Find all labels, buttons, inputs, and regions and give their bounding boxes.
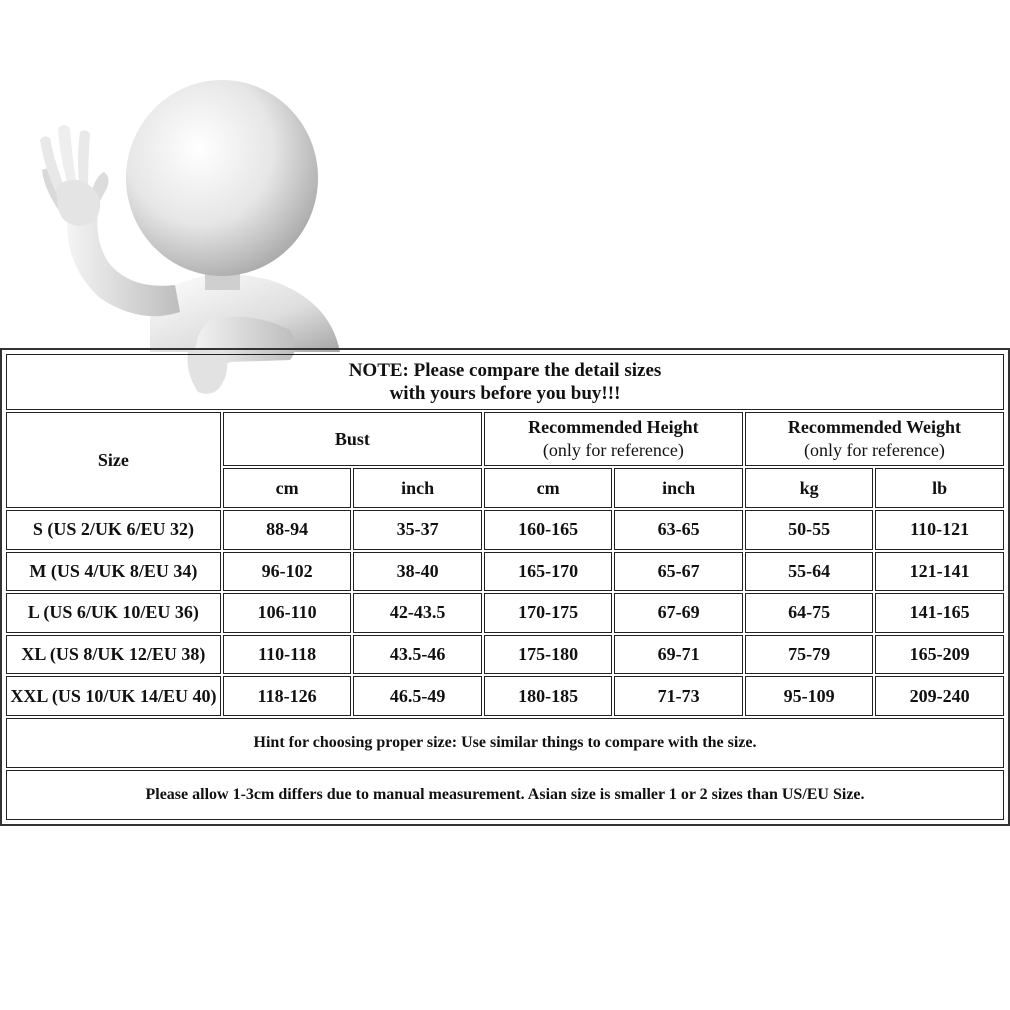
bust-cm-value: 118-126 (223, 676, 352, 716)
unit-height-inch: inch (614, 468, 743, 508)
header-bust: Bust (223, 412, 482, 466)
weight-kg-value: 75-79 (745, 635, 874, 675)
waving-figure-illustration (0, 0, 420, 400)
height-inch-value: 63-65 (614, 510, 743, 550)
size-label: XXL (US 10/UK 14/EU 40) (6, 676, 221, 716)
note-line-2: with yours before you buy!!! (389, 383, 621, 405)
height-cm-value: 180-185 (484, 676, 613, 716)
weight-kg-value: 50-55 (745, 510, 874, 550)
weight-lb-value: 165-209 (875, 635, 1004, 675)
measurement-disclaimer: Please allow 1-3cm differs due to manual measurement. Asian size is smaller 1 or 2 sizes than US/EU Size. (6, 770, 1004, 820)
figure-head (126, 80, 318, 276)
header-height (484, 412, 743, 466)
size-label: XL (US 8/UK 12/EU 38) (6, 635, 221, 675)
bust-cm-value: 96-102 (223, 552, 352, 592)
bust-inch-value: 42-43.5 (353, 593, 482, 633)
unit-bust-cm: cm (223, 468, 352, 508)
unit-weight-kg: kg (745, 468, 874, 508)
height-cm-value: 170-175 (484, 593, 613, 633)
weight-lb-value: 110-121 (875, 510, 1004, 550)
bust-inch-value: 38-40 (353, 552, 482, 592)
bust-inch-value: 43.5-46 (353, 635, 482, 675)
height-cm-value: 160-165 (484, 510, 613, 550)
size-label: L (US 6/UK 10/EU 36) (6, 593, 221, 633)
header-height-title: Recommended Height (528, 417, 699, 438)
unit-bust-inch: inch (353, 468, 482, 508)
height-inch-value: 71-73 (614, 676, 743, 716)
unit-weight-lb: lb (875, 468, 1004, 508)
table-row (6, 552, 1004, 592)
bust-inch-value: 46.5-49 (353, 676, 482, 716)
weight-kg-value: 95-109 (745, 676, 874, 716)
note-cell (6, 354, 1004, 410)
size-hint: Hint for choosing proper size: Use similar things to compare with the size. (6, 718, 1004, 768)
weight-kg-value: 64-75 (745, 593, 874, 633)
size-chart-table (0, 348, 1010, 826)
weight-lb-value: 209-240 (875, 676, 1004, 716)
bust-inch-value: 35-37 (353, 510, 482, 550)
header-weight (745, 412, 1004, 466)
weight-lb-value: 121-141 (875, 552, 1004, 592)
weight-lb-value: 141-165 (875, 593, 1004, 633)
table-row (6, 635, 1004, 675)
height-inch-value: 65-67 (614, 552, 743, 592)
header-size: Size (6, 412, 221, 508)
figure-waving-hand (40, 125, 109, 226)
header-weight-title: Recommended Weight (787, 417, 961, 438)
bust-cm-value: 110-118 (223, 635, 352, 675)
weight-kg-value: 55-64 (745, 552, 874, 592)
table-row (6, 676, 1004, 716)
table-row (6, 593, 1004, 633)
table-row (6, 510, 1004, 550)
height-cm-value: 165-170 (484, 552, 613, 592)
height-inch-value: 69-71 (614, 635, 743, 675)
note-line-1: NOTE: Please compare the detail sizes (348, 360, 662, 382)
header-weight-note: (only for reference) (803, 440, 945, 461)
height-inch-value: 67-69 (614, 593, 743, 633)
header-height-note: (only for reference) (542, 440, 684, 461)
unit-height-cm: cm (484, 468, 613, 508)
bust-cm-value: 88-94 (223, 510, 352, 550)
height-cm-value: 175-180 (484, 635, 613, 675)
bust-cm-value: 106-110 (223, 593, 352, 633)
size-label: M (US 4/UK 8/EU 34) (6, 552, 221, 592)
size-label: S (US 2/UK 6/EU 32) (6, 510, 221, 550)
